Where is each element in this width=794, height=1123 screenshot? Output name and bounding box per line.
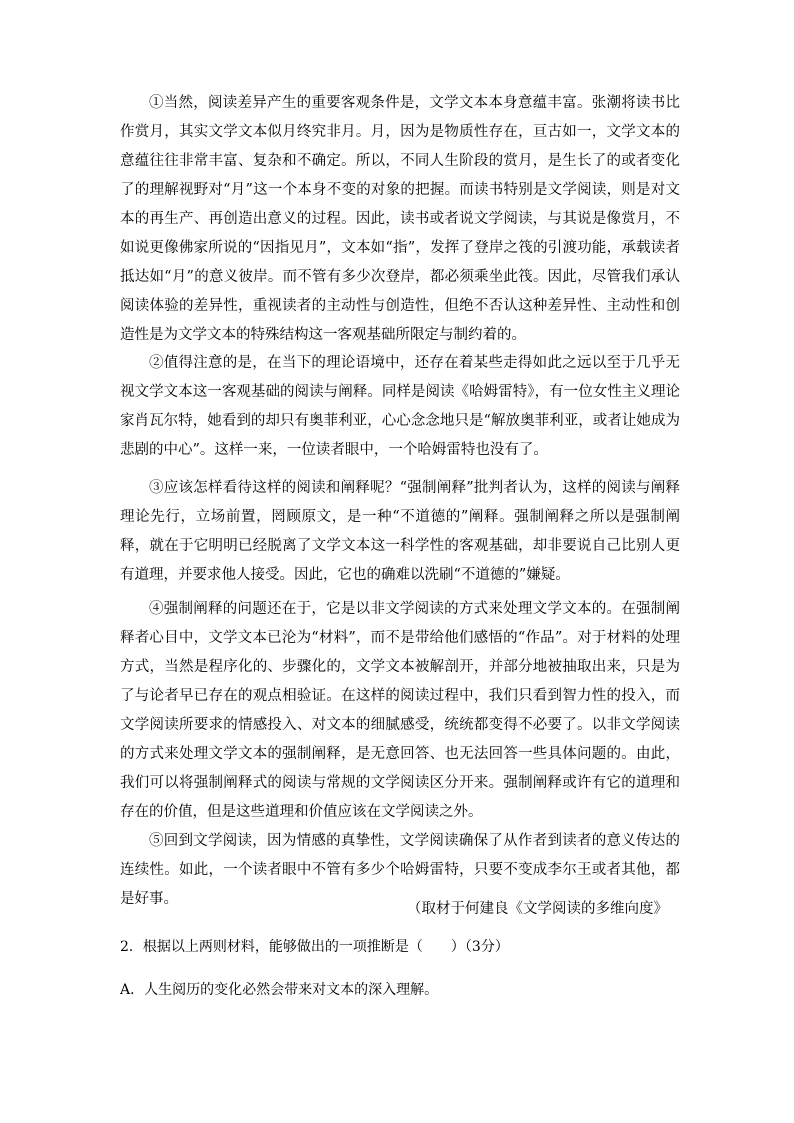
paragraph-4: ④强制阐释的问题还在于，它是以非文学阅读的方式来处理文学文本的。在强制阐释者心目中，文学文本已沦为“材料”，而不是带给他们感悟的“作品”。对于材料的处理方式，当然是程序化的、步骤化的，文学文本被解剖开，并部分地被抽取出来，只是为了与论者早已存在的观点相验证。在这样的阅读过程中，我们只看到智力性的投入，而文学阅读所要求的情感投入、对文本的细腻感受，统统都变得不必要了。以非文学阅读的方式来处理文学文本的强制阐释，是无意回答、也无法回答一些具体问题的。由此，我们可以将强制阐释式的阅读与常规的文学阅读区分开来。强制阐释或许有它的道理和存在的价值，但是这些道理和价值应该在文学阅读之外。 <box>120 601 680 820</box>
question-2: 2．根据以上两则材料，能够做出的一项推断是（ ）（3分） <box>120 939 509 955</box>
paragraph-2: ②值得注意的是，在当下的理论语境中，还存在着某些走得如此之远以至于几乎无视文学文本这一客观基础的阅读与阐释。同样是阅读《哈姆雷特》，有一位女性主义理论家肖瓦尔特，她看到的却只有奥菲利亚，心心念念地只是“解放奥菲利亚，或者让她成为悲剧的中心”。这样一来，一位读者眼中，一个哈姆雷特也没有了。 <box>120 355 680 458</box>
source-citation: （取材于何建良《文学阅读的多维向度》 <box>407 901 668 917</box>
paragraph-3: ③应该怎样看待这样的阅读和阐释呢？“强制阐释”批判者认为，这样的阅读与阐释理论先行，立场前置，罔顾原文，是一种“不道德的”阐释。强制阐释之所以是强制阐释，就在于它明明已经脱离了文学文本这一科学性的客观基础，却非要说自己比别人更有道理，并要求他人接受。因此，它也的确难以洗刷“不道德的”嫌疑。 <box>120 480 680 583</box>
paragraph-5: ⑤回到文学阅读，因为情感的真挚性，文学阅读确保了从作者到读者的意义传达的连续性。如此，一个读者眼中不管有多少个哈姆雷特，只要不变成李尔王或者其他，都是好事。 <box>120 833 680 907</box>
paragraph-1: ①当然，阅读差异产生的重要客观条件是，文学文本本身意蕴丰富。张潮将读书比作赏月，其实文学文本似月终究非月。月，因为是物质性存在，亘古如一，文学文本的意蕴往往非常丰富、复杂和不确定。所以，不同人生阶段的赏月，是生长了的或者变化了的理解视野对“月”这一个本身不变的对象的把握。而读书特别是文学阅读，则是对文本的再生产、再创造出意义的过程。因此，读书或者说文学阅读，与其说是像赏月，不如说更像佛家所说的“因指见月”，文本如“指”，发挥了登岸之筏的引渡功能，承载读者抵达如“月”的意义彼岸。而不管有多少次登岸，都必须乘坐此筏。因此，尽管我们承认阅读体验的差异性，重视读者的主动性与创造性，但绝不否认这种差异性、主动性和创造性是为文学文本的特殊结构这一客观基础所限定与制约着的。 <box>120 95 680 343</box>
option-a: A．人生阅历的变化必然会带来对文本的深入理解。 <box>120 982 439 998</box>
